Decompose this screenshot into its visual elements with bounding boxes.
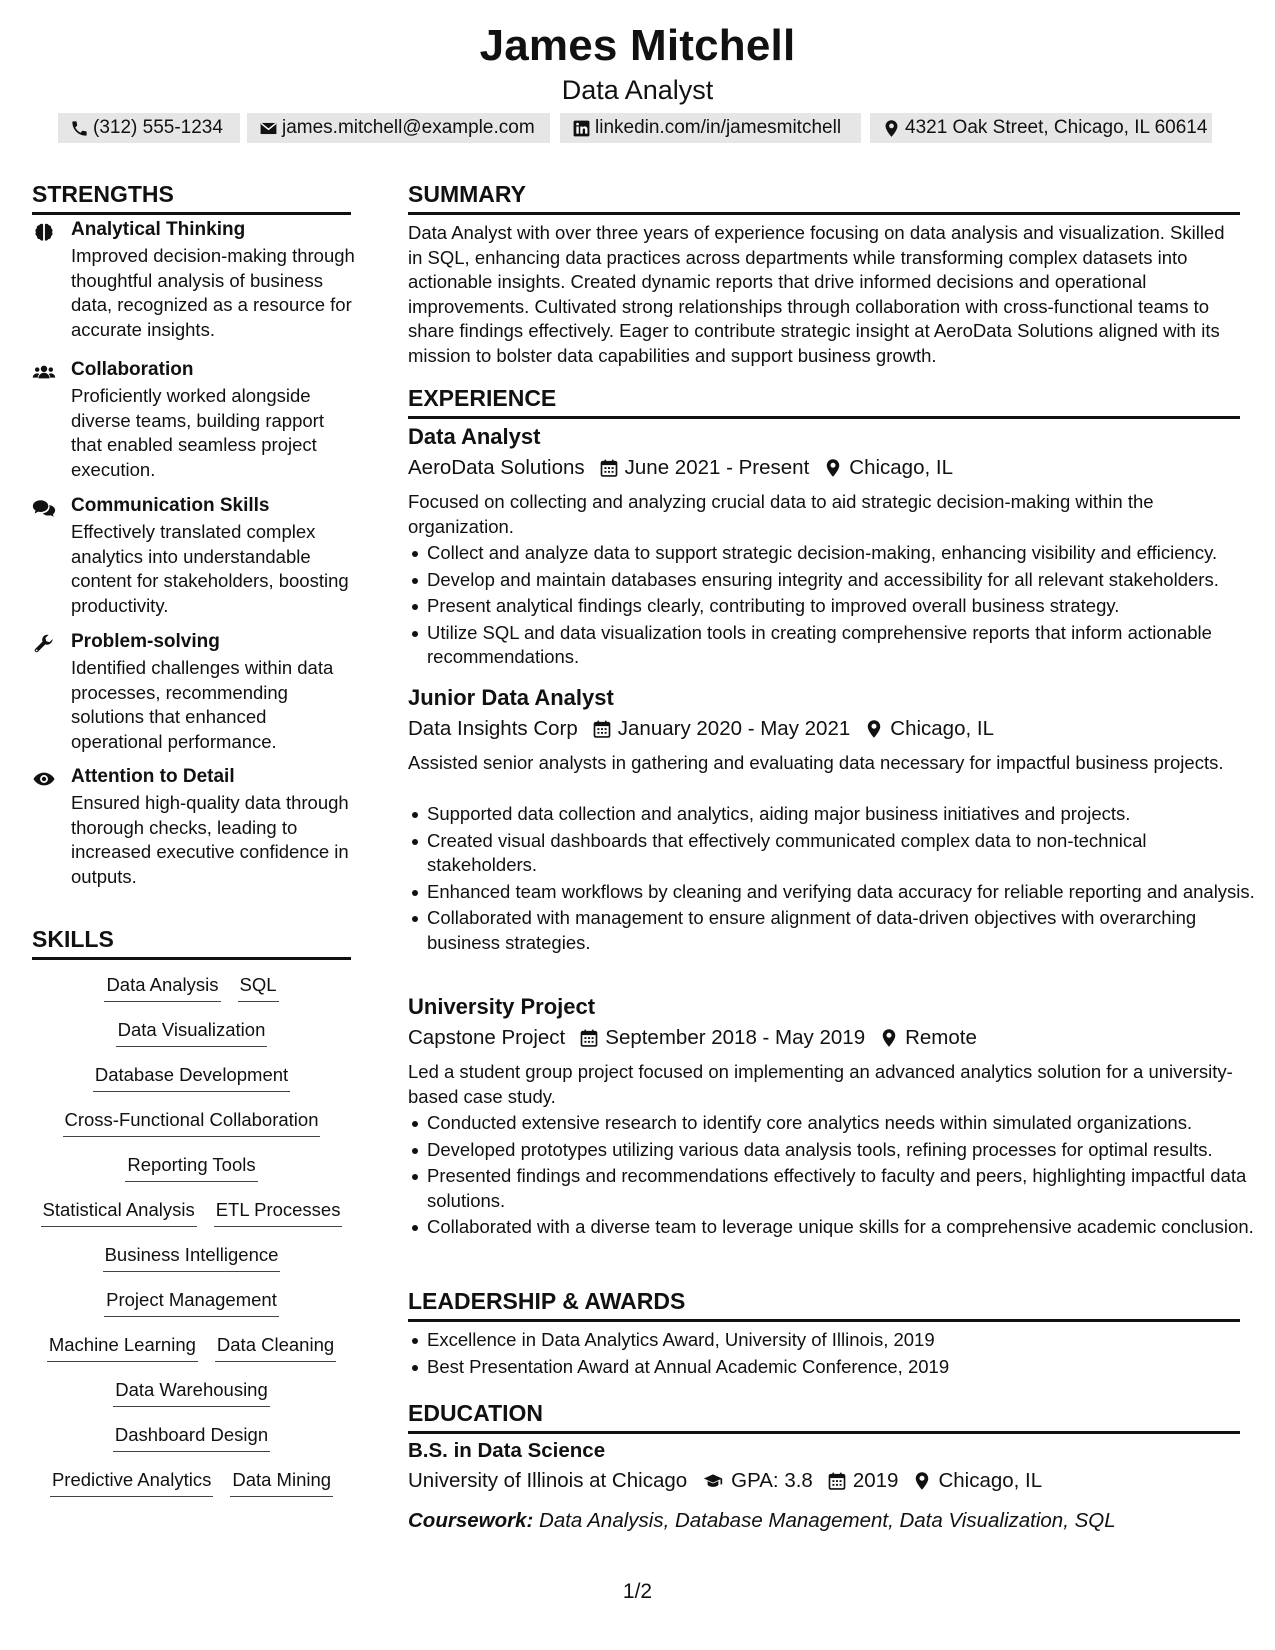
- degree-title: B.S. in Data Science: [408, 1439, 606, 1462]
- bullet-item: Collaborated with a diverse team to leverage unique skills for a comprehensive academic conclusion.: [427, 1215, 1259, 1240]
- contact-email[interactable]: [247, 113, 550, 143]
- job-title: Junior Data Analyst: [408, 685, 614, 710]
- job-dates: June 2021 - Present: [624, 456, 810, 479]
- strength-title: Problem-solving: [71, 631, 220, 652]
- skill-tag: Data Mining: [230, 1467, 333, 1497]
- bullet-item: Present analytical findings clearly, contributing to improved overall business strategy.: [427, 594, 1259, 619]
- awards-list: [408, 1328, 1259, 1381]
- skill-row: [32, 1467, 351, 1497]
- skill-row: [32, 1197, 351, 1227]
- skill-tag: Project Management: [104, 1287, 279, 1317]
- job-description: Assisted senior analysts in gathering and evaluating data necessary for impactful business projects.: [408, 752, 1224, 773]
- strength-title: Attention to Detail: [71, 766, 235, 787]
- coursework-label: Coursework:: [408, 1509, 534, 1532]
- skill-row: [32, 1377, 351, 1407]
- job-bullets: [408, 802, 1259, 957]
- candidate-name: James Mitchell: [479, 21, 796, 70]
- skill-tag: Dashboard Design: [113, 1422, 270, 1452]
- contact-linkedin[interactable]: [560, 113, 861, 143]
- phone-text: (312) 555-1234: [93, 117, 223, 138]
- job-title: Data Analyst: [408, 424, 541, 449]
- skill-tag: Data Visualization: [116, 1017, 268, 1047]
- users-icon: [32, 361, 58, 383]
- gpa: GPA: 3.8: [731, 1469, 813, 1492]
- wrench-icon: [32, 633, 58, 655]
- job-location: Chicago, IL: [849, 456, 953, 479]
- skill-tag: Reporting Tools: [125, 1152, 257, 1182]
- envelope-icon: [259, 119, 278, 138]
- skill-tag: Statistical Analysis: [41, 1197, 197, 1227]
- bullet-item: Develop and maintain databases ensuring integrity and accessibility for all relevant stakeholders.: [427, 568, 1259, 593]
- skill-tag: Data Warehousing: [113, 1377, 270, 1407]
- section-heading-experience: EXPERIENCE: [408, 384, 1240, 419]
- skill-row: [32, 1017, 351, 1047]
- section-heading-leadership: LEADERSHIP & AWARDS: [408, 1287, 1240, 1322]
- strength-title: Communication Skills: [71, 495, 270, 516]
- job-title: University Project: [408, 994, 596, 1019]
- candidate-role: Data Analyst: [561, 75, 714, 105]
- skill-row: [32, 972, 351, 1002]
- skill-tag: Database Development: [93, 1062, 290, 1092]
- graduation-cap-icon: [701, 1471, 725, 1491]
- job-dates: September 2018 - May 2019: [605, 1026, 866, 1049]
- award-item: Excellence in Data Analytics Award, University of Illinois, 2019: [427, 1328, 1259, 1353]
- strength-title: Analytical Thinking: [71, 219, 246, 240]
- strength-description: Proficiently worked alongside diverse teams, building rapport that enabled seamless project execution.: [71, 385, 324, 480]
- bullet-item: Utilize SQL and data visualization tools in creating comprehensive reports that inform actionable recommendations.: [427, 621, 1259, 670]
- email-text[interactable]: james.mitchell@example.com: [282, 117, 535, 138]
- eye-icon: [32, 768, 58, 790]
- skill-tag: Data Analysis: [104, 972, 220, 1002]
- company-name: Data Insights Corp: [408, 717, 578, 740]
- job-location: Chicago, IL: [890, 717, 994, 740]
- job-meta: [408, 454, 953, 482]
- coursework-list: Data Analysis, Database Management, Data Visualization, SQL: [539, 1509, 1116, 1532]
- coursework: [408, 1507, 1116, 1535]
- skill-row: [32, 1152, 351, 1182]
- section-heading-education: EDUCATION: [408, 1399, 1240, 1434]
- graduation-year: 2019: [852, 1469, 899, 1492]
- summary-text: Data Analyst with over three years of experience focusing on data analysis and visualization. Skilled in SQL, enhancing data practices across departments while transforming complex datasets into actionable insights. Created dynamic reports that drive informed decisions and operational improvements. Cultivated strong relationships through collaboration with cross-functional teams to share findings effectively. Eager to contribute strategic insight at AeroData Solutions aligned with its mission to bolster data capabilities and support business growth.: [408, 222, 1225, 366]
- job-dates: January 2020 - May 2021: [617, 717, 851, 740]
- linkedin-icon: [572, 119, 591, 138]
- skill-tag: SQL: [238, 972, 279, 1002]
- contact-phone: [58, 113, 240, 143]
- skill-tag: Data Cleaning: [215, 1332, 336, 1362]
- address-text: 4321 Oak Street, Chicago, IL 60614: [905, 117, 1208, 138]
- bullet-item: Supported data collection and analytics, aiding major business initiatives and projects.: [427, 802, 1259, 827]
- job-bullets: [408, 541, 1259, 672]
- map-pin-icon: [882, 119, 901, 138]
- map-pin-icon: [912, 1471, 932, 1491]
- school-name: University of Illinois at Chicago: [408, 1469, 688, 1492]
- bullet-item: Conducted extensive research to identify core analytics needs within simulated organizations.: [427, 1111, 1259, 1136]
- phone-icon: [70, 119, 89, 138]
- job-bullets: [408, 1111, 1259, 1242]
- bullet-item: Presented findings and recommendations effectively to faculty and peers, highlighting impactful data solutions.: [427, 1164, 1259, 1213]
- skill-row: [32, 1332, 351, 1362]
- company-name: AeroData Solutions: [408, 456, 585, 479]
- skill-tag: Machine Learning: [47, 1332, 198, 1362]
- section-heading-summary: SUMMARY: [408, 180, 1240, 215]
- skill-tag: Cross-Functional Collaboration: [63, 1107, 321, 1137]
- section-heading-strengths: STRENGTHS: [32, 180, 351, 215]
- skill-row: [32, 1062, 351, 1092]
- education-meta: [408, 1467, 1042, 1495]
- job-description: Led a student group project focused on implementing an advanced analytics solution for a university-based case study.: [408, 1061, 1233, 1107]
- skill-tag: ETL Processes: [214, 1197, 343, 1227]
- company-name: Capstone Project: [408, 1026, 566, 1049]
- job-location: Remote: [905, 1026, 977, 1049]
- job-meta: [408, 1024, 977, 1052]
- education-location: Chicago, IL: [938, 1469, 1043, 1492]
- strength-title: Collaboration: [71, 359, 194, 380]
- skill-row: [32, 1242, 351, 1272]
- page-number: 1/2: [622, 1580, 653, 1603]
- calendar-icon: [827, 1471, 847, 1491]
- comments-icon: [32, 497, 58, 519]
- map-pin-icon: [879, 1028, 899, 1048]
- job-description: Focused on collecting and analyzing crucial data to aid strategic decision-making within the organization.: [408, 491, 1154, 537]
- linkedin-text[interactable]: linkedin.com/in/jamesmitchell: [595, 117, 842, 138]
- section-heading-skills: SKILLS: [32, 925, 351, 960]
- skill-tag: Predictive Analytics: [50, 1467, 213, 1497]
- award-item: Best Presentation Award at Annual Academic Conference, 2019: [427, 1355, 1259, 1380]
- skill-row: [32, 1422, 351, 1452]
- bullet-item: Collect and analyze data to support strategic decision-making, enhancing visibility and efficiency.: [427, 541, 1259, 566]
- calendar-icon: [592, 719, 612, 739]
- job-meta: [408, 715, 994, 743]
- strength-description: Identified challenges within data processes, recommending solutions that enhanced operational performance.: [71, 657, 334, 752]
- bullet-item: Collaborated with management to ensure alignment of data-driven objectives with overarching business strategies.: [427, 906, 1259, 955]
- map-pin-icon: [823, 458, 843, 478]
- contact-address: [870, 113, 1212, 143]
- strength-description: Improved decision-making through thoughtful analysis of business data, recognized as a resource for accurate insights.: [71, 245, 355, 340]
- strength-description: Effectively translated complex analytics into understandable content for stakeholders, boosting productivity.: [71, 521, 349, 616]
- map-pin-icon: [864, 719, 884, 739]
- bullet-item: Created visual dashboards that effectively communicated complex data to non-technical stakeholders.: [427, 829, 1259, 878]
- bullet-item: Developed prototypes utilizing various data analysis tools, refining processes for optimal results.: [427, 1138, 1259, 1163]
- brain-icon: [32, 221, 58, 243]
- calendar-icon: [599, 458, 619, 478]
- bullet-item: Enhanced team workflows by cleaning and verifying data accuracy for reliable reporting and analysis.: [427, 880, 1259, 905]
- calendar-icon: [579, 1028, 599, 1048]
- skill-row: [32, 1107, 351, 1137]
- strength-description: Ensured high-quality data through thorough checks, leading to increased executive confidence in outputs.: [71, 792, 349, 887]
- skill-row: [32, 1287, 351, 1317]
- skill-tag: Business Intelligence: [103, 1242, 281, 1272]
